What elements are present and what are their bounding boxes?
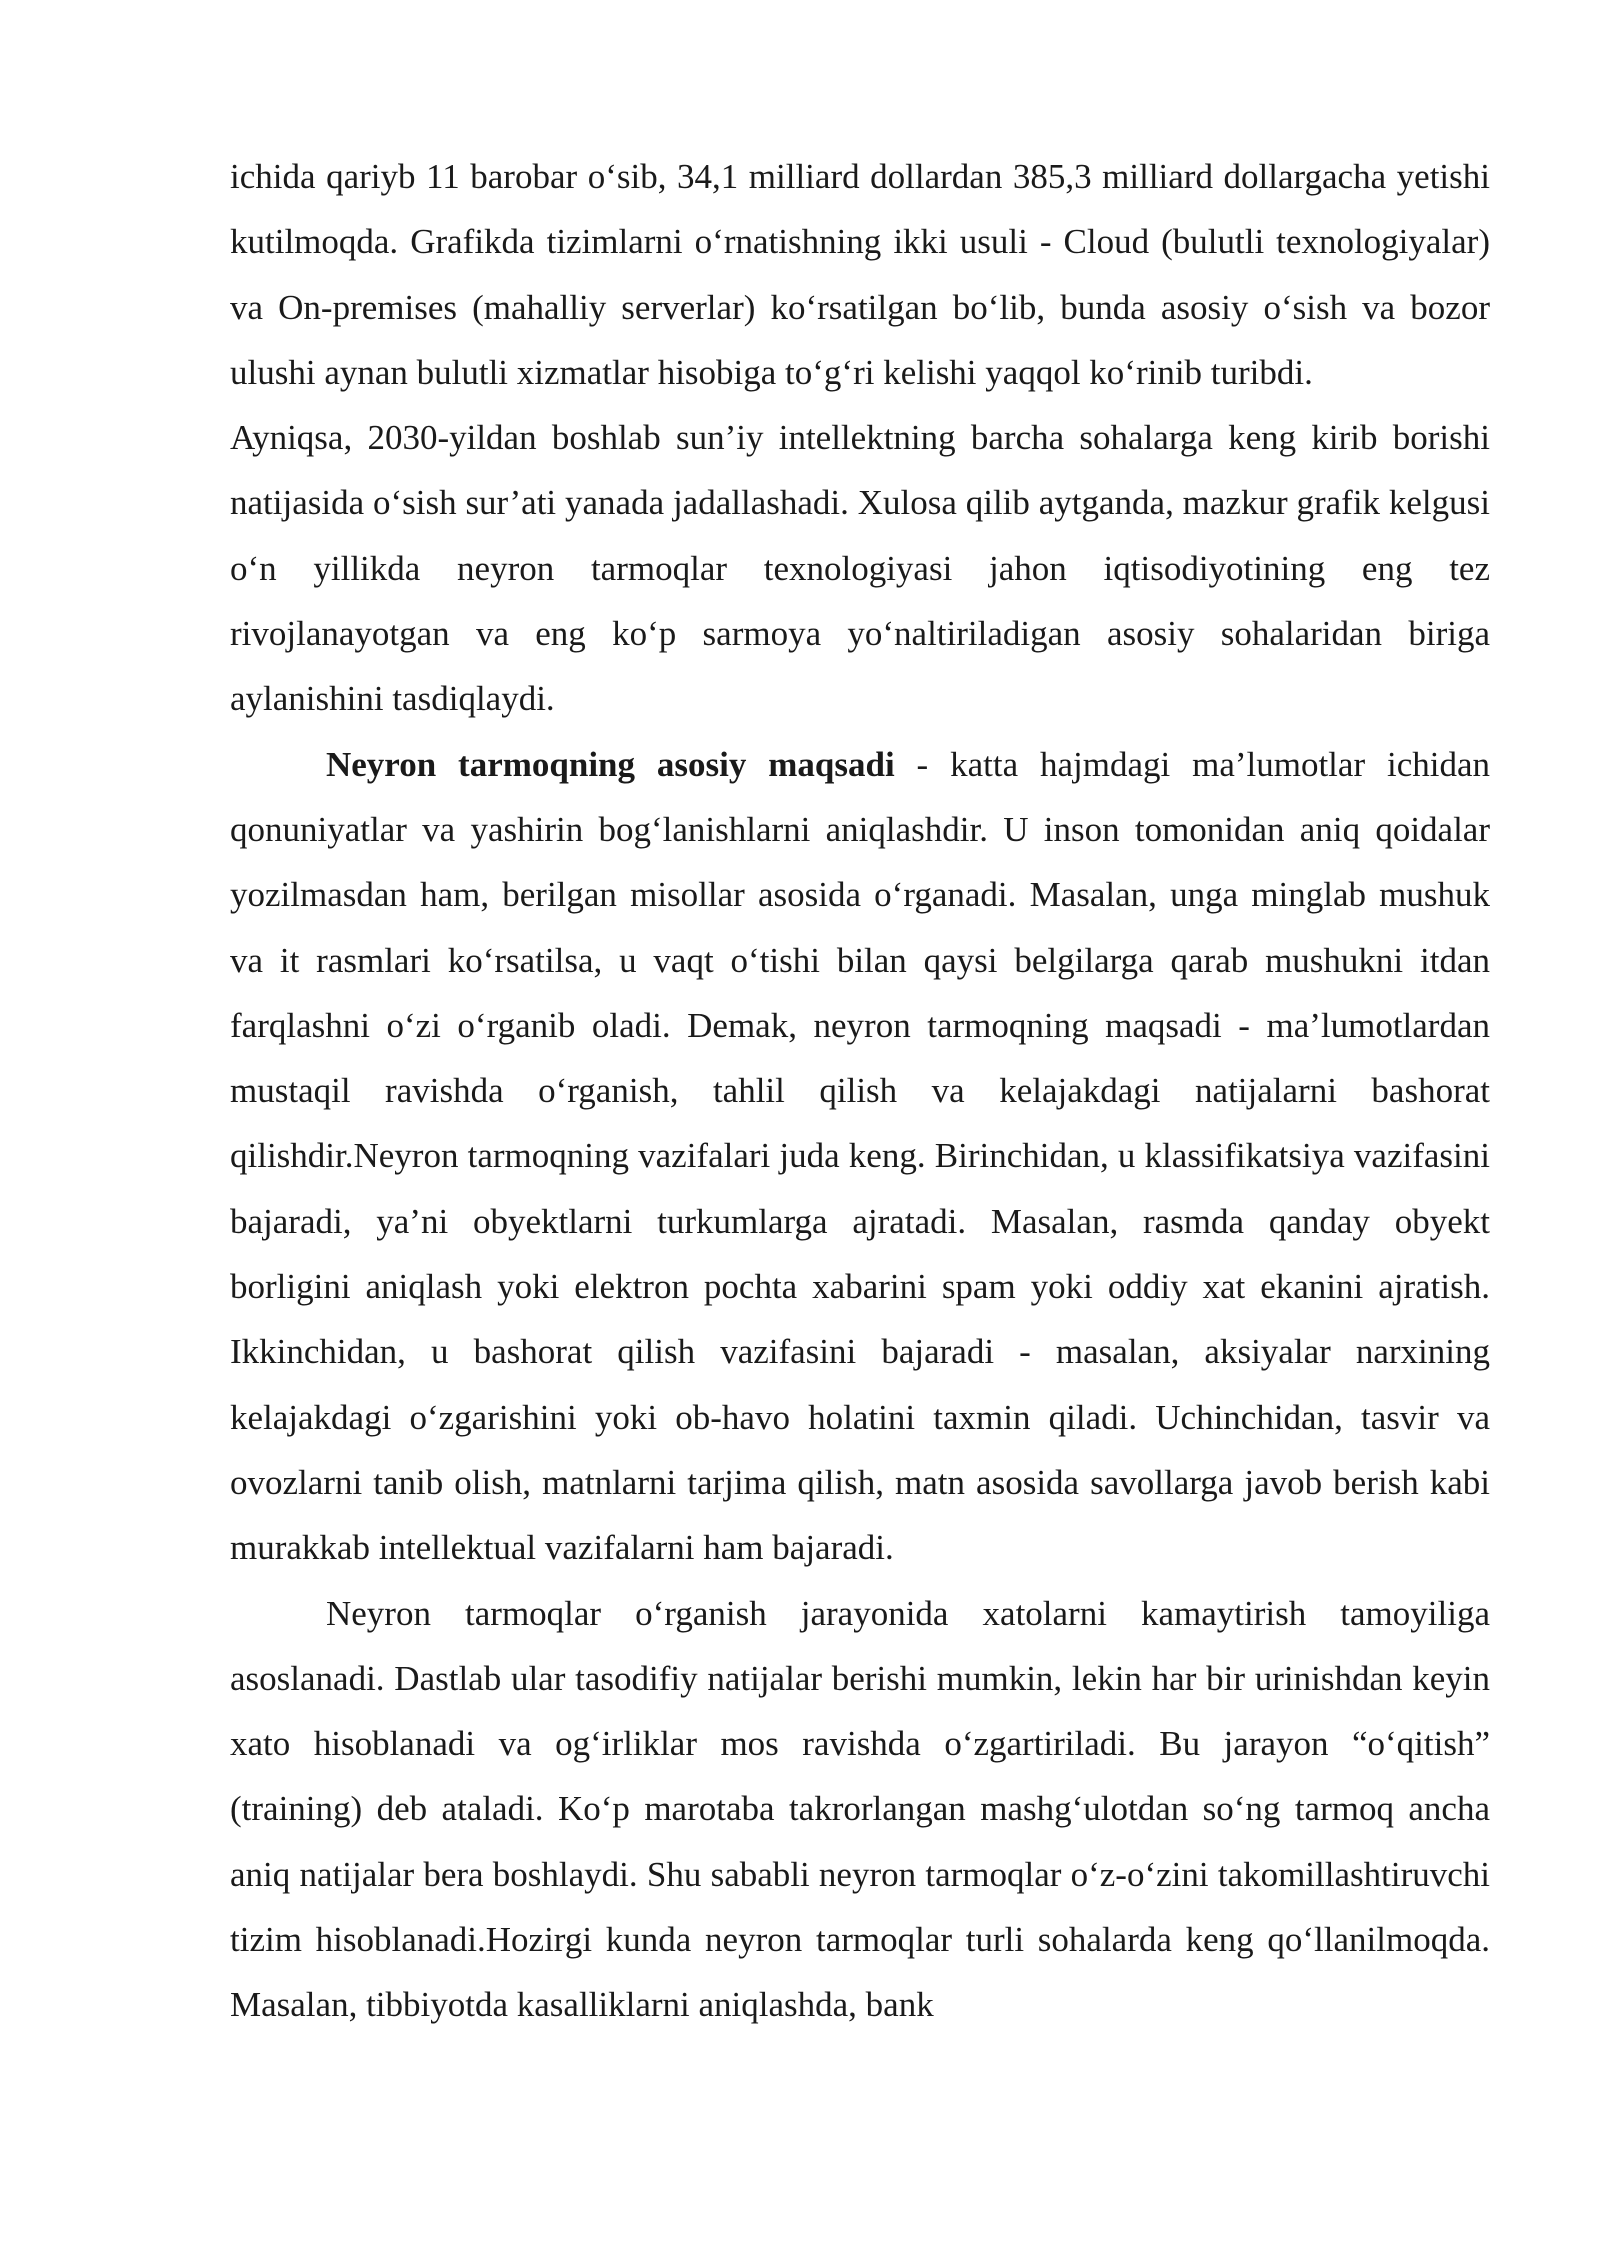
paragraph-text: ichida qariyb 11 barobar o‘sib, 34,1 milliard dollardan 385,3 milliard dollargacha yetishi kutilmoqda. Grafikda tizimlarni o‘rnatishning ikki usuli - Cloud (bulutli texnologiyalar) va On-premises (mahalliy serverlar) ko‘rsatilgan bo‘lib, bunda asosiy o‘sish va bozor ulushi aynan bulutli xizmatlar hisobiga to‘g‘ri kelishi yaqqol ko‘rinib turibdi. [230,157,1490,392]
document-body [230,144,1490,2038]
paragraph-market-growth [230,144,1490,405]
paragraph-text: Neyron tarmoqlar o‘rganish jarayonida xatolarni kamaytirish tamoyiliga asoslanadi. Dastlab ular tasodifiy natijalar berishi mumkin, lekin har bir urinishdan keyin xato hisoblanadi va og‘irliklar mos ravishda o‘zgartiriladi. Bu jarayon “o‘qitish” (training) deb ataladi. Ko‘p marotaba takrorlangan mashg‘ulotdan so‘ng tarmoq ancha aniq natijalar bera boshlaydi. Shu sababli neyron tarmoqlar o‘z-o‘zini takomillashtiruvchi tizim hisoblanadi.Hozirgi kunda neyron tarmoqlar turli sohalarda keng qo‘llanilmoqda. Masalan, tibbiyotda kasalliklarni aniqlashda, bank [230,1593,1490,2025]
paragraph-text: Ayniqsa, 2030-yildan boshlab sun’iy intellektning barcha sohalarga keng kirib borishi natijasida o‘sish sur’ati yanada jadallashadi. Xulosa qilib aytganda, mazkur grafik kelgusi o‘n yillikda neyron tarmoqlar texnologiyasi jahon iqtisodiyotining eng tez rivojlanayotgan va eng ko‘p sarmoya yo‘naltiriladigan asosiy sohalaridan biriga aylanishini tasdiqlaydi. [230,418,1490,719]
paragraph-main-goal [230,732,1490,1581]
paragraph-training [230,1581,1490,2038]
paragraph-text: - katta hajmdagi ma’lumotlar ichidan qonuniyatlar va yashirin bog‘lanishlarni aniqlashdir. U inson tomonidan aniq qoidalar yozilmasdan ham, berilgan misollar asosida o‘rganadi. Masalan, unga minglab mushuk va it rasmlari ko‘rsatilsa, u vaqt o‘tishi bilan qaysi belgilarga qarab mushukni itdan farqlashni o‘zi o‘rganib oladi. Demak, neyron tarmoqning maqsadi - ma’lumotlardan mustaqil ravishda o‘rganish, tahlil qilish va kelajakdagi natijalarni bashorat qilishdir.Neyron tarmoqning vazifalari juda keng. Birinchidan, u klassifikatsiya vazifasini bajaradi, ya’ni obyektlarni turkumlarga ajratadi. Masalan, rasmda qanday obyekt borligini aniqlash yoki elektron pochta xabarini spam yoki oddiy xat ekanini ajratish. Ikkinchidan, u bashorat qilish vazifasini bajaradi - masalan, aksiyalar narxining kelajakdagi o‘zgarishini yoki ob-havo holatini taxmin qiladi. Uchinchidan, tasvir va ovozlarni tanib olish, matnlarni tarjima qilish, matn asosida savollarga javob berish kabi murakkab intellektual vazifalarni ham bajaradi. [230,744,1490,1568]
paragraph-conclusion [230,405,1490,731]
bold-lead-phrase: Neyron tarmoqning asosiy maqsadi [326,744,895,784]
